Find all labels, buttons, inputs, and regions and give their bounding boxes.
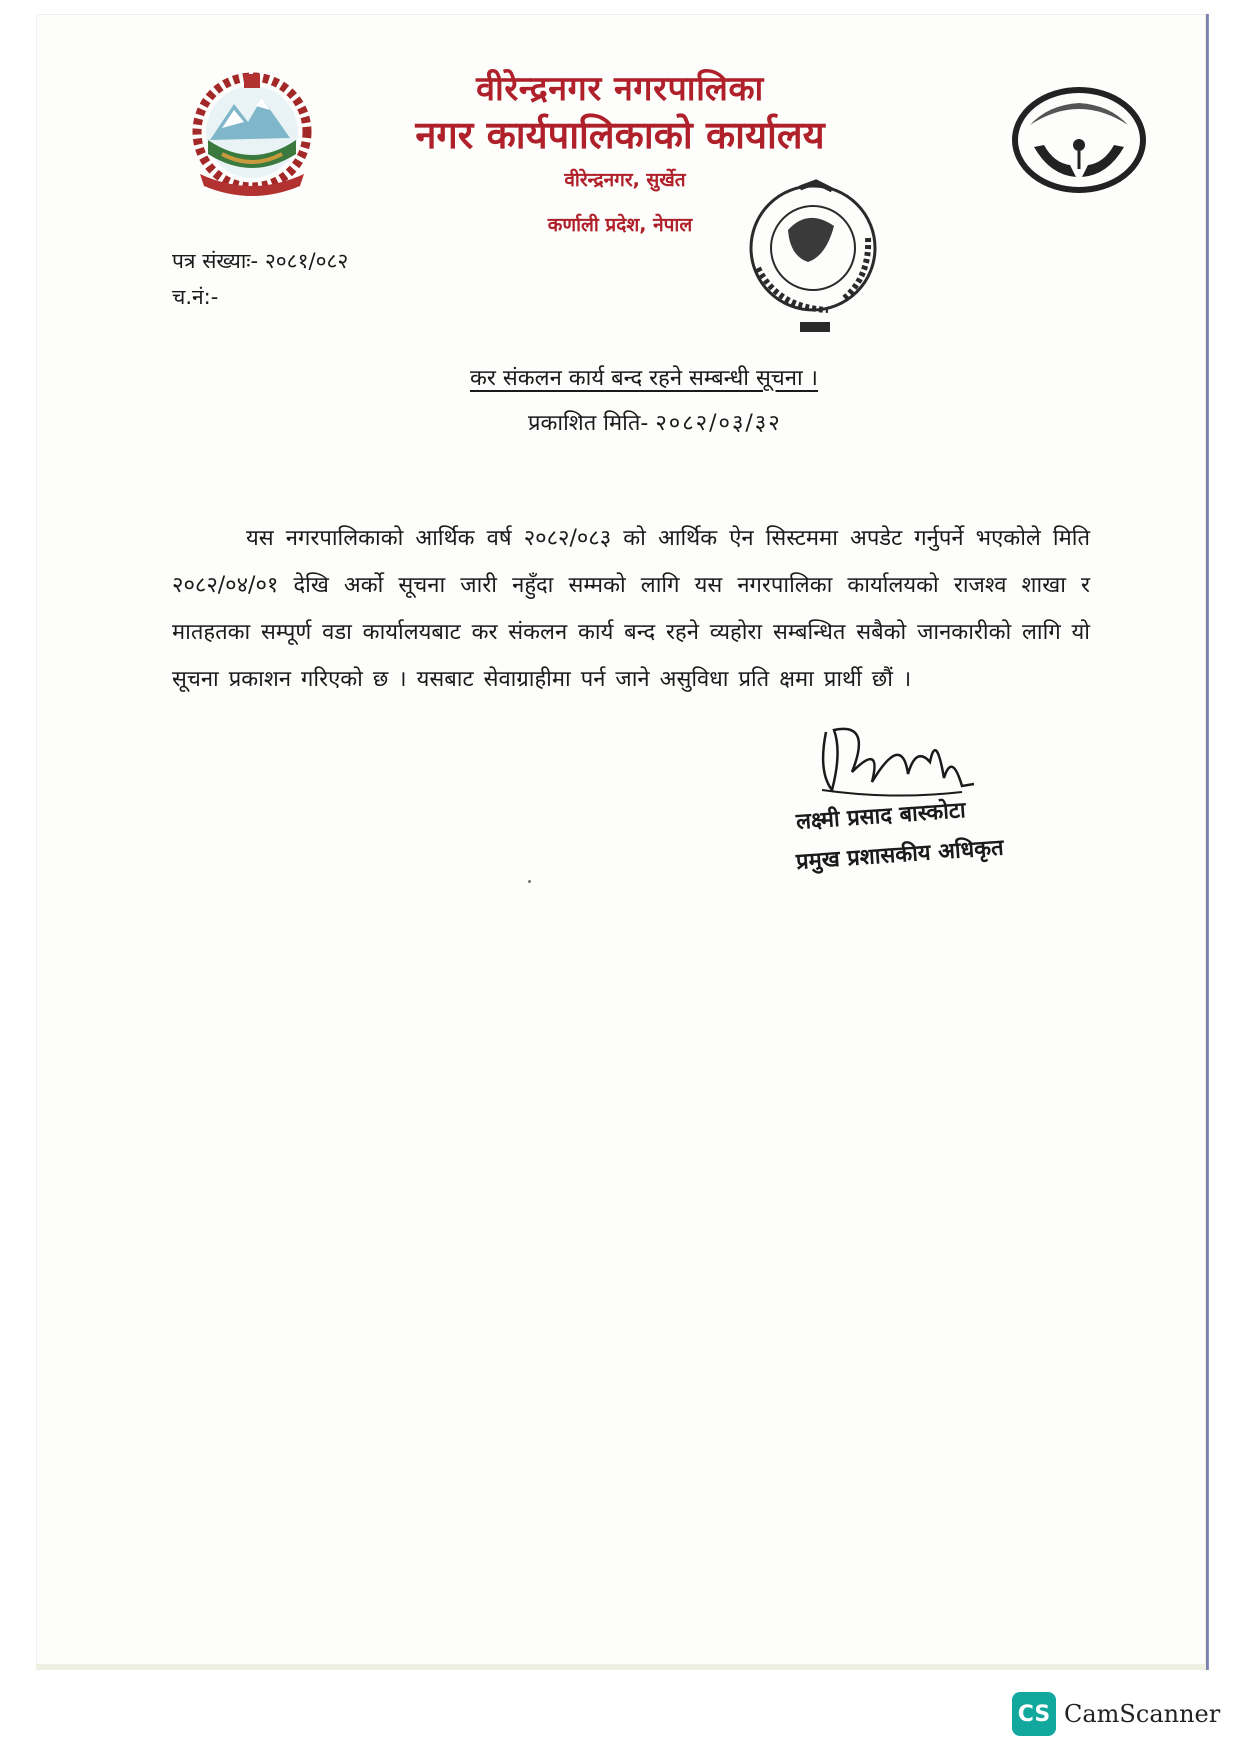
dispatch-number: च.नं:- xyxy=(172,285,219,309)
published-date xyxy=(528,407,782,437)
address-city: वीरेन्द्रनगर, सुर्खेत xyxy=(564,169,686,191)
signature-icon xyxy=(812,712,992,802)
signatory-name: लक्ष्मी प्रसाद बास्कोटा xyxy=(795,798,967,835)
stray-mark xyxy=(528,880,531,883)
nepal-emblem-icon xyxy=(182,70,322,200)
office-name: नगर कार्यपालिकाको कार्यालय xyxy=(415,113,825,157)
notice-subject: कर संकलन कार्य बन्द रहने सम्बन्धी सूचना । xyxy=(470,366,819,391)
official-stamp-icon xyxy=(718,168,908,348)
published-date-value: २०८२/०३/३२ xyxy=(655,411,782,436)
camscanner-name: CamScanner xyxy=(1064,1700,1221,1728)
notice-body: यस नगरपालिकाको आर्थिक वर्ष २०८२/०८३ को आर्थिक ऐन सिस्टममा अपडेट गर्नुपर्ने भएकोले मिति २०८२/०४/०१ देखि अर्को सूचना जारी नहुँदा सम्मको लागि यस नगरपालिका कार्यालयको राजश्व शाखा र मातहतका सम्पूर्ण वडा कार्यालयबाट कर संकलन कार्य बन्द रहने व्यहोरा सम्बन्धित सबैको जानकारीको लागि यो सूचना प्रकाशन गरिएको छ । यसबाट सेवाग्राहीमा पर्न जाने असुविधा प्रति क्षमा प्रार्थी छौं । xyxy=(172,526,1090,692)
organization-name: वीरेन्द्रनगर नगरपालिका xyxy=(476,69,764,109)
municipality-logo-icon xyxy=(1010,85,1148,195)
published-date-label: प्रकाशित मिति- xyxy=(528,411,649,436)
letter-number-value: २०८१/०८२ xyxy=(264,249,349,273)
letter-number xyxy=(172,247,348,275)
page-bottom-edge xyxy=(36,1664,1206,1670)
page-right-edge xyxy=(1206,14,1209,1670)
camscanner-logo-icon: CS xyxy=(1012,1692,1056,1736)
letter-number-label: पत्र संख्याः- xyxy=(172,249,259,273)
signatory-title: प्रमुख प्रशासकीय अधिकृत xyxy=(795,835,1005,875)
address-province: कर्णाली प्रदेश, नेपाल xyxy=(547,214,693,236)
